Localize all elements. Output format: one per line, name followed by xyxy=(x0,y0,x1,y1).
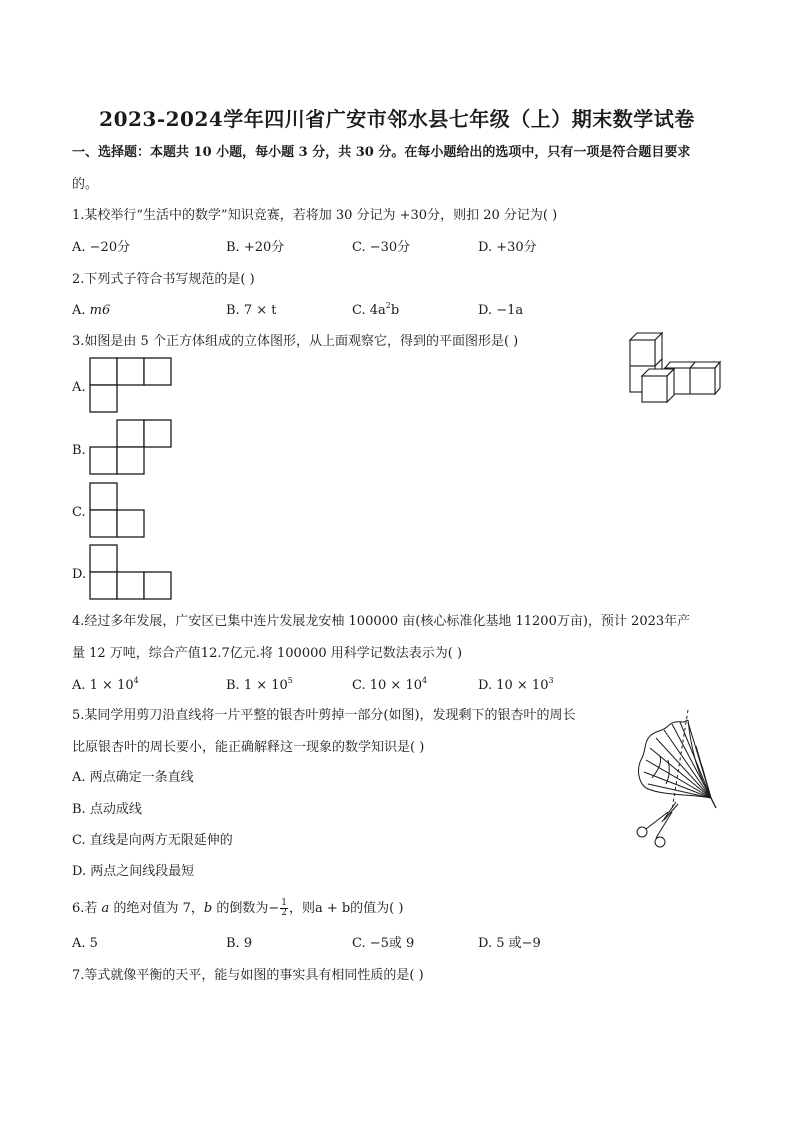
q4-option-a: A. $1 \times 10^4$ xyxy=(72,676,139,693)
q4-option-c: C. $10 \times 10^4$ xyxy=(352,676,428,693)
section-header-line2: 的。 xyxy=(72,177,99,192)
q7-stem: 7.等式就像平衡的天平，能与如图的事实具有相同性质的是( ) xyxy=(72,968,424,983)
q3-option-a-grid xyxy=(90,358,172,412)
section-header-line1: 一、选择题：本题共 10 小题，每小题 3 分，共 30 分。在每小题给出的选项中，只有一项是符合题目要求 xyxy=(72,145,691,160)
q3-cube-figure xyxy=(622,330,722,410)
q6-stem: 6.若 a 的绝对值为 7，b 的倒数为− $\frac{1}{2}$ ，则a + b的值为( ) xyxy=(72,898,404,918)
q5-option-b: B. 点动成线 xyxy=(72,802,142,817)
q6-option-d: D. 5 或−9 xyxy=(478,936,541,951)
q6-fraction: $\frac{1}{2}$ xyxy=(281,898,287,918)
q3-option-c-grid xyxy=(90,483,145,538)
q3-option-b-grid xyxy=(90,420,172,475)
exam-title: 2023-2024学年四川省广安市邻水县七年级（上）期末数学试卷 xyxy=(99,107,695,131)
q1-option-b: B. +20分 xyxy=(226,240,285,255)
q3-option-d-grid xyxy=(90,545,172,600)
q2-option-d: D. −1a xyxy=(478,303,524,318)
q3-option-c-label: C. xyxy=(72,505,86,520)
q3-option-a-label: A. xyxy=(72,380,86,395)
q2-stem: 2.下列式子符合书写规范的是( ) xyxy=(72,272,255,287)
q2-option-a: A. m6 xyxy=(72,303,111,318)
q5-option-c: C. 直线是向两方无限延伸的 xyxy=(72,833,233,848)
ginkgo-leaf-scissors-figure xyxy=(632,708,718,850)
q6-option-b: B. 9 xyxy=(226,936,253,951)
q6-option-a: A. 5 xyxy=(72,936,98,951)
q4-stem-line1: 4.经过多年发展，广安区已集中连片发展龙安柚 100000 亩(核心标准化基地 11200万亩)，预计 2023年产 xyxy=(72,614,691,629)
q1-option-c: C. −30分 xyxy=(352,240,411,255)
q1-option-a: A. −20分 xyxy=(72,240,131,255)
q4-option-d: D. $10 \times 10^3$ xyxy=(478,676,554,693)
q3-stem: 3.如图是由 5 个正方体组成的立体图形，从上面观察它，得到的平面图形是( ) xyxy=(72,334,519,349)
q1-option-d: D. +30分 xyxy=(478,240,537,255)
q4-option-b: B. $1 \times 10^5$ xyxy=(226,676,293,693)
q2-option-c: C. $4a^2b$ xyxy=(352,301,400,318)
q3-option-d-label: D. xyxy=(72,567,87,582)
q3-option-b-label: B. xyxy=(72,443,86,458)
q5-stem-line1: 5.某同学用剪刀沿直线将一片平整的银杏叶剪掉一部分(如图)，发现剩下的银杏叶的周长 xyxy=(72,708,576,723)
q5-option-d: D. 两点之间线段最短 xyxy=(72,864,195,879)
q2-option-b: B. 7 × t xyxy=(226,303,277,318)
q5-stem-line2: 比原银杏叶的周长要小，能正确解释这一现象的数学知识是( ) xyxy=(72,740,425,755)
q5-option-a: A. 两点确定一条直线 xyxy=(72,770,194,785)
q4-stem-line2: 量 12 万吨，综合产值12.7亿元.将 100000 用科学记数法表示为( ) xyxy=(72,646,463,661)
q1-stem: 1.某校举行“生活中的数学”知识竞赛，若将加 30 分记为 +30分，则扣 20 分记为( ) xyxy=(72,208,558,223)
q6-option-c: C. −5或 9 xyxy=(352,936,415,951)
